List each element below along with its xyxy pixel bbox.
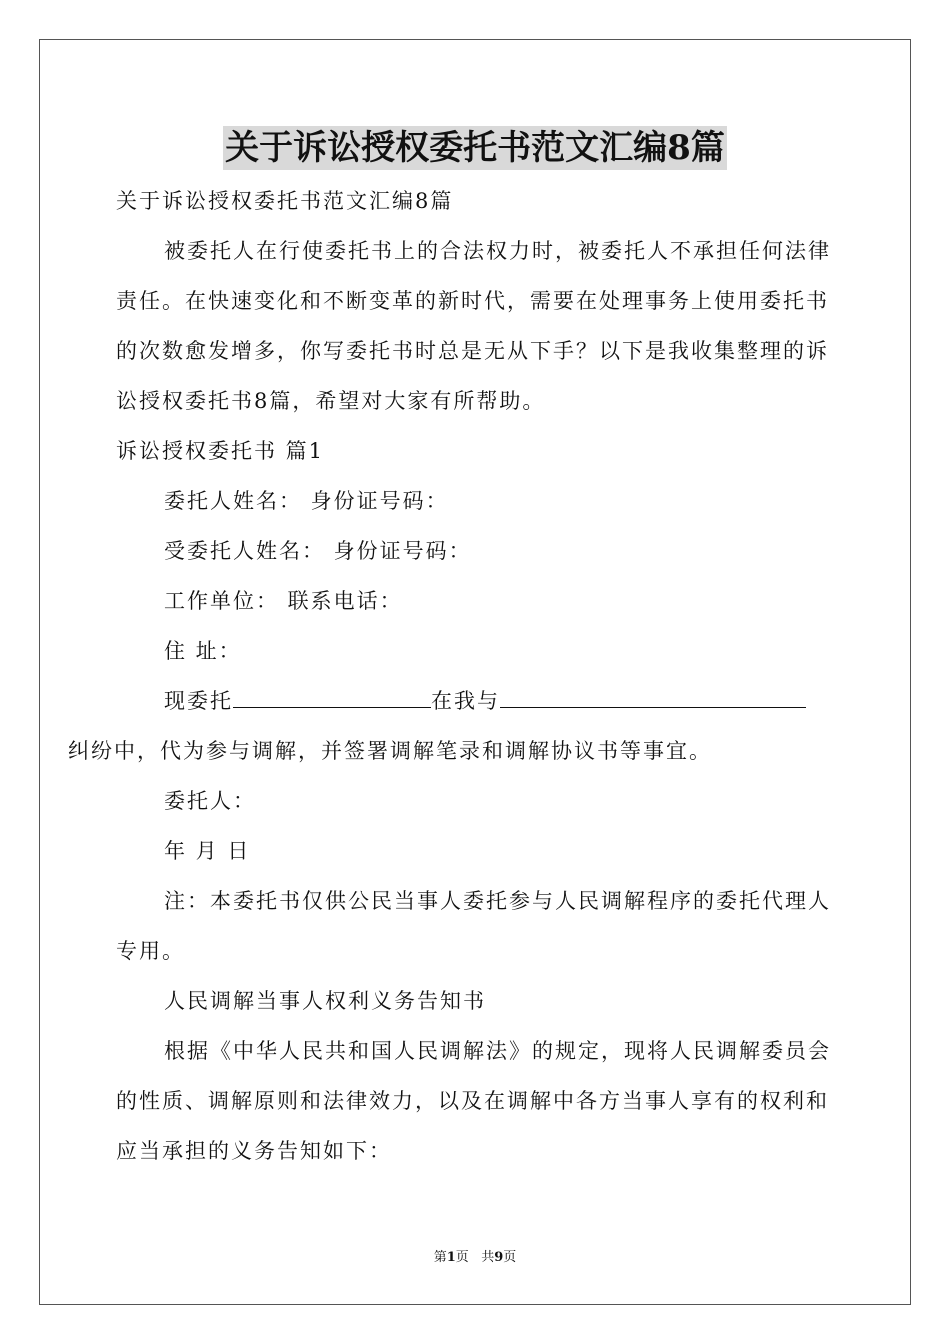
document-body [68, 176, 834, 1176]
principal-field: 委托人姓名： 身份证号码： [164, 489, 449, 513]
page-footer [0, 1246, 950, 1265]
footer-page-suffix: 页 [455, 1250, 469, 1265]
section-heading: 诉讼授权委托书 篇1 [116, 439, 325, 463]
agent-field: 受委托人姓名： 身份证号码： [164, 539, 472, 563]
blank-line-party [500, 687, 806, 708]
entrust-rest: 纠纷中，代为参与调解，并签署调解笔录和调解协议书等事宜。 [68, 739, 712, 763]
footer-total-suffix: 页 [503, 1250, 517, 1265]
intro-paragraph: 被委托人在行使委托书上的合法权力时，被委托人不承担任何法律责任。在快速变化和不断变革的新时代，需要在处理事务上使用委托书的次数愈发增多，你写委托书时总是无从下手？以下是我收集整理的诉讼授权委托书8篇，希望对大家有所帮助。 [116, 239, 831, 413]
signer-line: 委托人： [164, 789, 256, 813]
document-title: 关于诉讼授权委托书范文汇编8篇 [225, 128, 725, 168]
date-line: 年 月 日 [164, 839, 251, 863]
entrust-paragraph [68, 676, 834, 776]
address-field: 住 址： [164, 639, 242, 663]
footer-page-number: 1 [446, 1250, 456, 1265]
footer-page-prefix: 第 [433, 1250, 447, 1265]
footer-total-number: 9 [494, 1250, 504, 1265]
footer-total-prefix: 共 [481, 1250, 495, 1265]
note-paragraph: 注：本委托书仅供公民当事人委托参与人民调解程序的委托代理人专用。 [116, 889, 831, 963]
entrust-middle: 在我与 [431, 689, 500, 713]
blank-line-agent [233, 687, 431, 708]
document-title-wrap [0, 126, 950, 176]
subtitle: 关于诉讼授权委托书范文汇编8篇 [116, 189, 454, 213]
workplace-field: 工作单位： 联系电话： [164, 589, 403, 613]
entrust-prefix: 现委托 [164, 689, 233, 713]
notice-heading: 人民调解当事人权利义务告知书 [164, 989, 486, 1013]
notice-paragraph: 根据《中华人民共和国人民调解法》的规定，现将人民调解委员会的性质、调解原则和法律效力，以及在调解中各方当事人享有的权利和应当承担的义务告知如下： [116, 1039, 831, 1163]
